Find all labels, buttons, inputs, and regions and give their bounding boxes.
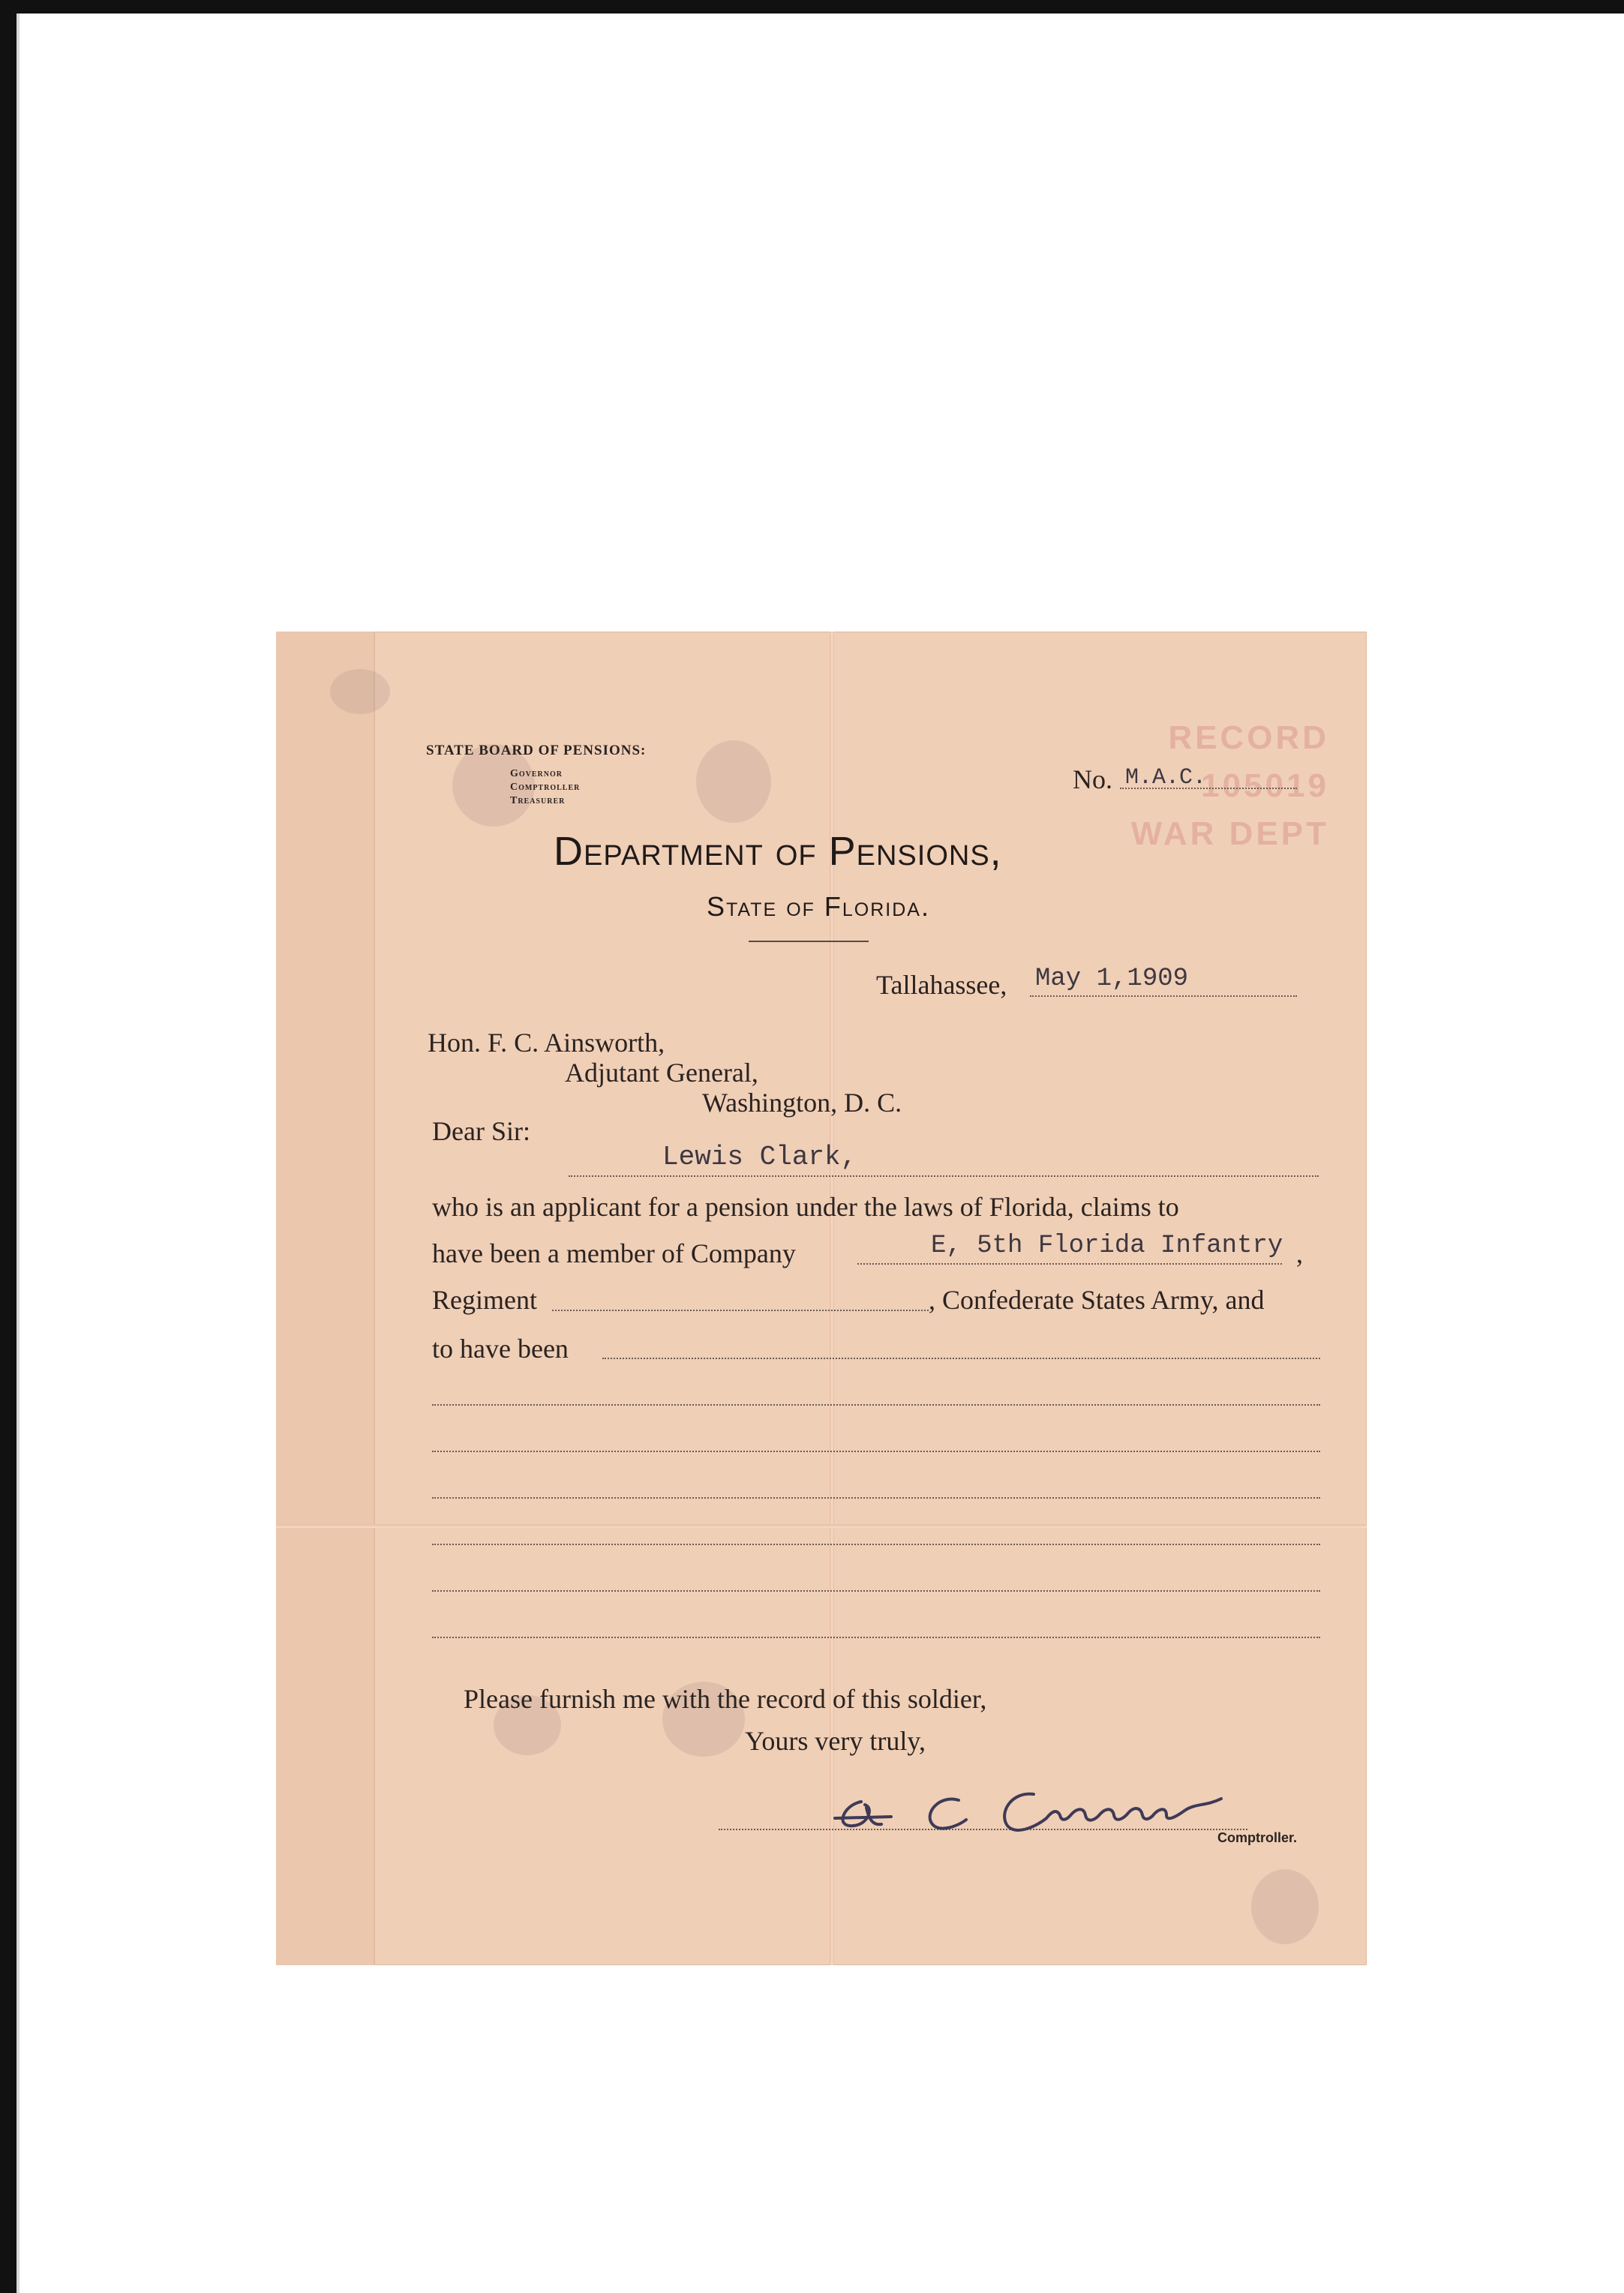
salutation: Dear Sir:	[432, 1116, 530, 1146]
paper-left-margin	[276, 632, 375, 1965]
number-value: M.A.C.	[1125, 765, 1207, 791]
board-member-governor: Governor	[510, 768, 563, 779]
board-member-comptroller: Comptroller	[510, 782, 581, 793]
signer-title: Comptroller.	[1217, 1830, 1298, 1845]
company-value: E, 5th Florida Infantry	[931, 1232, 1283, 1260]
addressee-name: Hon. F. C. Ainsworth,	[428, 1028, 665, 1058]
regiment-label: Regiment	[432, 1285, 537, 1315]
stain	[330, 669, 390, 714]
blank-dotted-line	[432, 1497, 1320, 1499]
scan-border-top	[0, 0, 1624, 14]
state-title: State of Florida.	[707, 891, 930, 922]
applicant-name: Lewis Clark,	[662, 1142, 857, 1172]
blank-dotted-line	[432, 1544, 1320, 1545]
to-have-been-label: to have been	[432, 1334, 569, 1364]
stamp-line: 105019	[1201, 767, 1329, 804]
scan-border-left	[0, 0, 17, 2293]
closing-request: Please furnish me with the record of this soldier,	[464, 1684, 987, 1714]
addressee-title: Adjutant General,	[565, 1058, 758, 1088]
company-comma: ,	[1296, 1238, 1303, 1268]
stamp-line: WAR DEPT	[1130, 815, 1329, 852]
stain	[1251, 1869, 1319, 1944]
date-dotted-line	[1030, 995, 1297, 997]
board-member-treasurer: Treasurer	[510, 795, 566, 806]
regiment-dotted-line	[552, 1310, 929, 1311]
blank-dotted-line	[432, 1637, 1320, 1638]
applicant-dotted-line	[569, 1175, 1319, 1177]
company-label: have been a member of Company	[432, 1238, 796, 1268]
service-dotted-line	[602, 1358, 1320, 1359]
company-dotted-line	[857, 1263, 1282, 1265]
stain	[696, 740, 771, 823]
blank-dotted-line	[432, 1590, 1320, 1592]
signature-handwritten	[827, 1772, 1232, 1839]
blank-dotted-line	[432, 1404, 1320, 1406]
blank-dotted-line	[432, 1451, 1320, 1452]
addressee-location: Washington, D. C.	[702, 1088, 902, 1118]
regiment-suffix: , Confederate States Army, and	[929, 1285, 1265, 1315]
faded-stamp	[1059, 714, 1329, 879]
place-label: Tallahassee,	[876, 970, 1007, 1000]
valediction: Yours very truly,	[745, 1726, 926, 1756]
board-title: STATE BOARD OF PENSIONS:	[426, 743, 647, 758]
scan-border-edge	[17, 14, 20, 2293]
horizontal-fold	[276, 1524, 1367, 1528]
date-value: May 1,1909	[1035, 965, 1189, 993]
stamp-line: RECORD	[1168, 719, 1329, 756]
department-title: Department of Pensions,	[554, 829, 1002, 874]
number-label: No.	[1073, 764, 1112, 794]
title-rule	[749, 941, 869, 942]
pension-letter	[276, 632, 1367, 1965]
body-line-1: who is an applicant for a pension under the laws of Florida, claims to	[432, 1192, 1179, 1222]
